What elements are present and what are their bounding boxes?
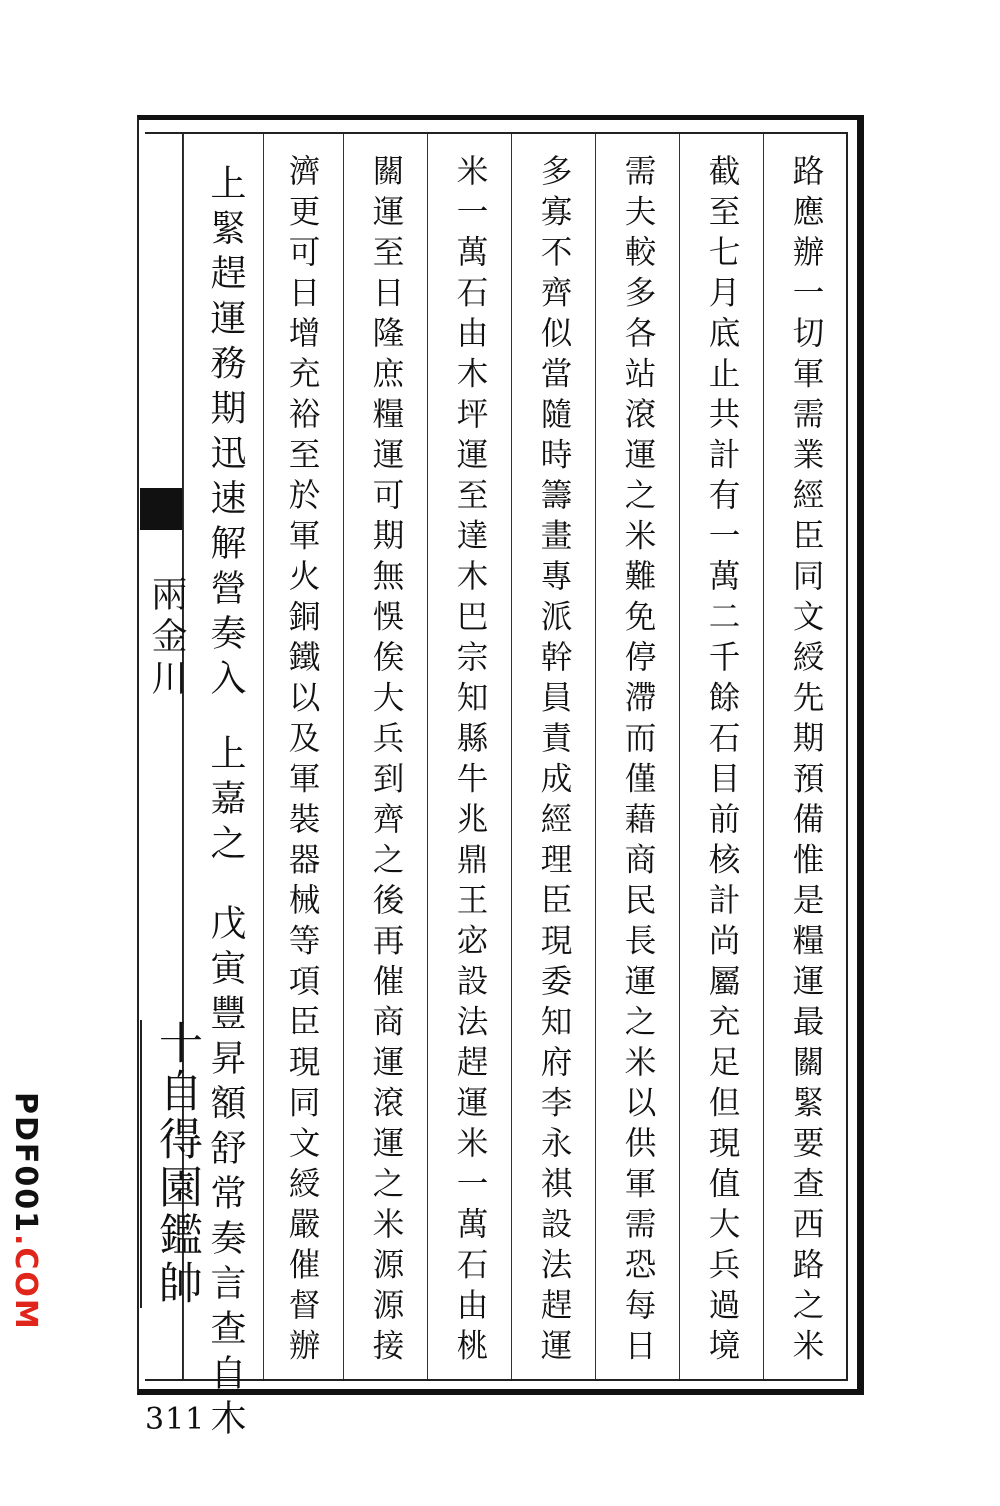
column-text: 關運至日隆庶糧運可期無悞俟大兵到齊之後再催商運滾運之米源源接 (368, 154, 404, 1369)
column-main-text: 上緊趕運務期迅速解營奏入 (205, 164, 246, 704)
spine-title: 兩金川 (146, 575, 187, 701)
watermark (8, 1092, 43, 1331)
column-text: 截至七月底止共計有一萬二千餘石目前核計尚屬充足但現值大兵過境 (704, 154, 740, 1369)
column-text: 需夫較多各站滾運之米難免停滯而僅藉商民長運之米以供軍需恐每日 (620, 154, 656, 1369)
page-number: 311 (145, 1402, 206, 1437)
text-column-6 (343, 134, 428, 1379)
edict-text: 上嘉之 (205, 734, 246, 869)
column-text: 多寡不齊似當隨時籌畫專派幹員責成經理臣現委知府李永祺設法趕運 (536, 154, 572, 1369)
column-tail-text: 戊寅豐昇額舒常奏言查自木 (205, 904, 246, 1444)
text-column-3 (595, 134, 680, 1379)
text-column-5 (427, 134, 512, 1379)
watermark-part-2: .COM (8, 1234, 43, 1331)
column-text: 濟更可日增充裕至於軍火銅鐵以及軍裝器械等項臣現同文綬嚴催督辦 (284, 154, 320, 1369)
spine-book-title: 十自得園鑑帥 (140, 1020, 208, 1308)
text-column-4 (511, 134, 596, 1379)
text-column-2 (679, 134, 764, 1379)
text-column-7 (263, 134, 344, 1379)
column-text: 路應辦一切軍需業經臣同文綬先期預備惟是糧運最關緊要查西路之米 (788, 154, 824, 1369)
watermark-part-1: PDF001 (8, 1092, 43, 1235)
spine-mark (140, 488, 182, 530)
text-column-1 (763, 134, 848, 1379)
column-text: 米一萬石由木坪運至達木巴宗知縣牛兆鼎王宓設法趕運米一萬石由桃 (452, 154, 488, 1369)
